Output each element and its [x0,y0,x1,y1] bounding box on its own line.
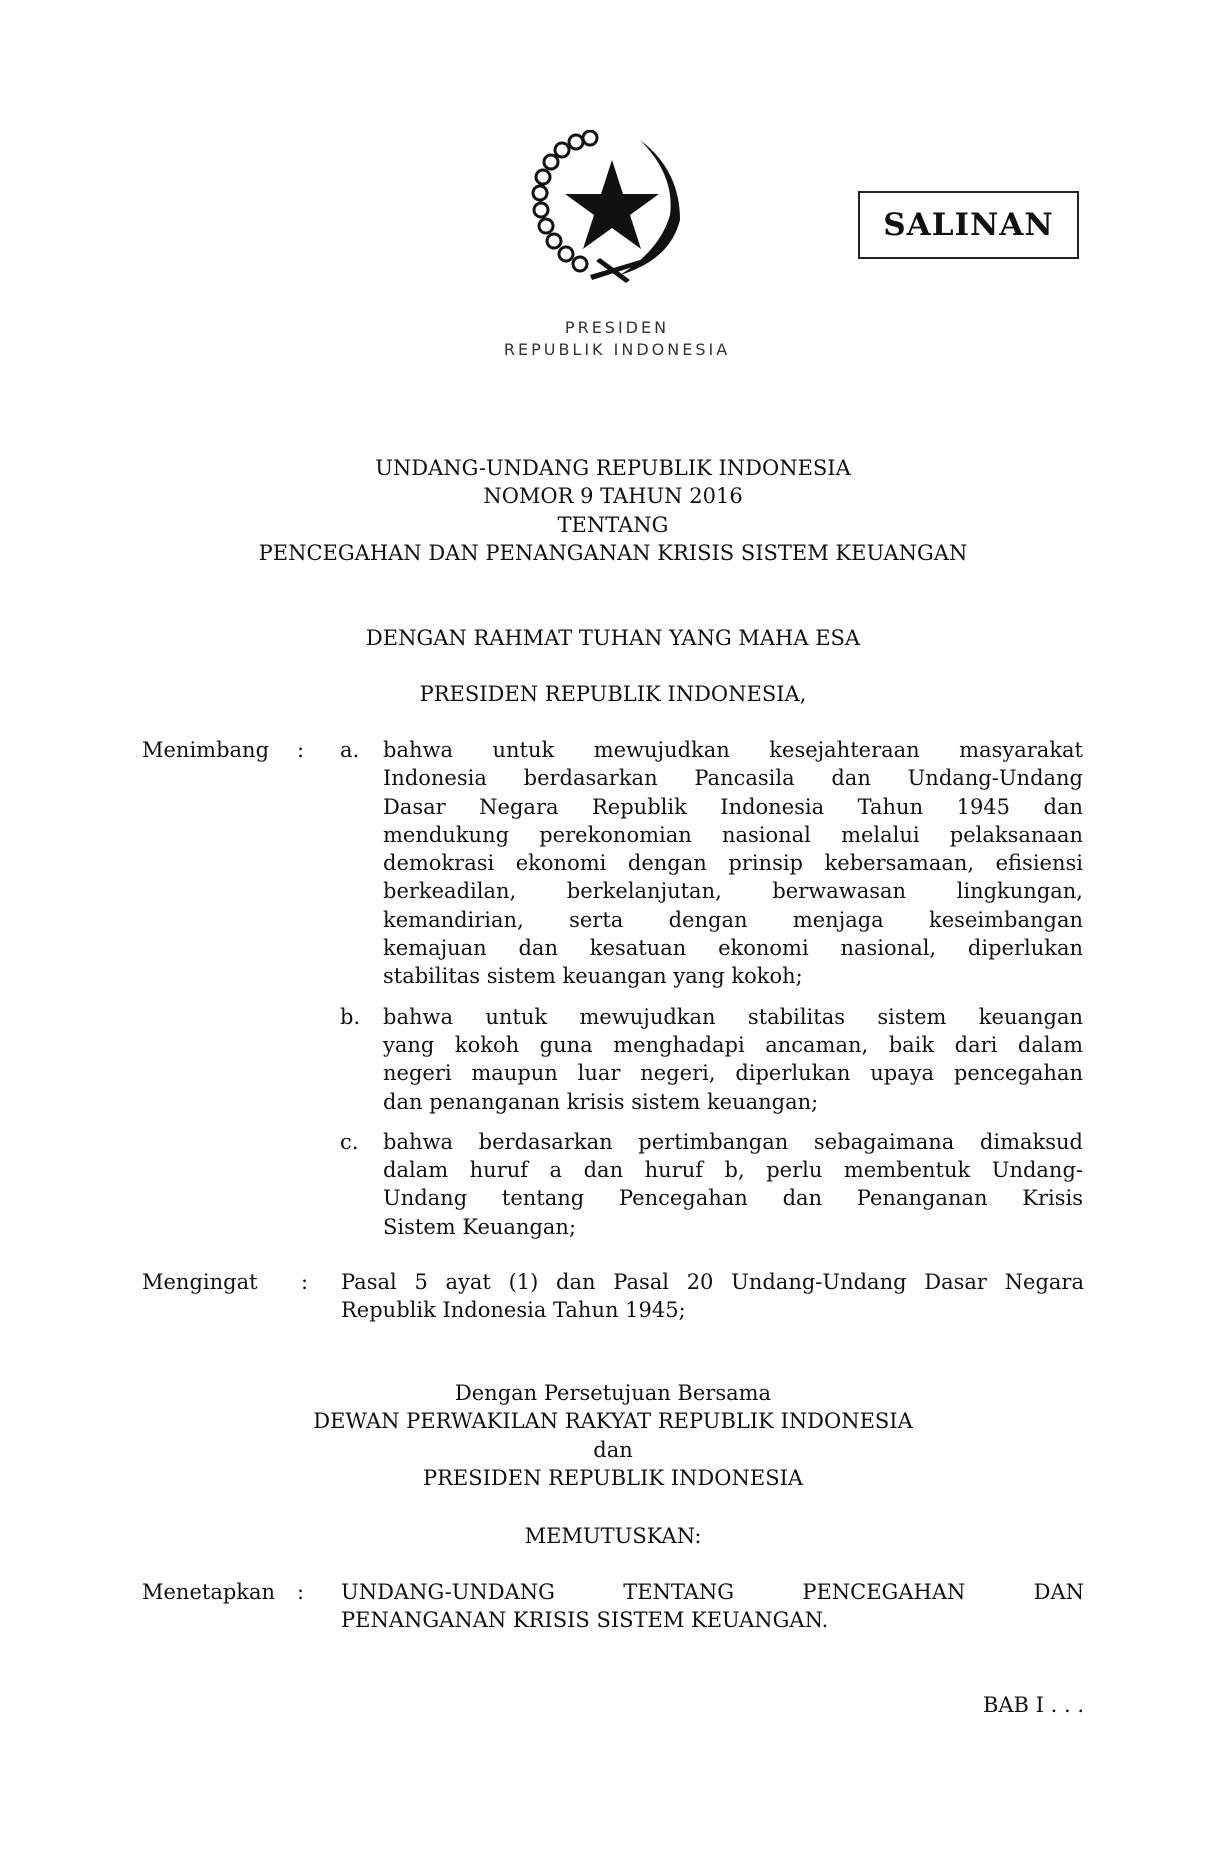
menimbang-list [340,736,1084,1241]
item-line: berkeadilan, berkelanjutan, berwawasan lingkungan, [383,879,1083,904]
menimbang-item [340,1128,1084,1241]
menimbang-item [340,1003,1084,1116]
item-line: dalam huruf a dan huruf b, perlu membentuk Undang- [383,1158,1083,1183]
mengingat-line: Pasal 5 ayat (1) dan Pasal 20 Undang-Undang Dasar Negara [341,1270,1084,1294]
item-line: bahwa berdasarkan pertimbangan sebagaimana dimaksud [383,1129,1083,1154]
menetapkan-label: Menetapkan [142,1580,276,1604]
menetapkan-colon: : [297,1580,305,1604]
approval-line: PRESIDEN REPUBLIK INDONESIA [422,1465,804,1490]
item-marker: c. [340,1129,359,1154]
item-line: yang kokoh guna menghadapi ancaman, baik dari dalam [383,1032,1083,1057]
item-line: kemandirian, serta dengan menjaga keseimbangan [383,907,1083,932]
menimbang-colon: : [297,738,305,762]
menimbang-label: Menimbang [142,738,270,762]
presidential-emblem-icon [530,130,696,286]
next-page-indicator: BAB I . . . [982,1693,1084,1717]
item-text [383,1128,1083,1241]
item-line: mendukung perekonomian nasional melalui pelaksanaan [383,822,1083,847]
item-marker: b. [340,1004,361,1029]
item-line: dan penanganan krisis sistem keuangan; [383,1089,819,1114]
item-line: stabilitas sistem keuangan yang kokoh; [383,964,803,989]
item-line: Undang tentang Pencegahan dan Penanganan Krisis [383,1186,1083,1211]
menimbang-item [340,736,1084,991]
item-line: Dasar Negara Republik Indonesia Tahun 1945 dan [383,794,1083,819]
emblem-caption-line2: REPUBLIK INDONESIA [503,340,731,359]
item-text [383,1003,1083,1116]
mengingat-line: Republik Indonesia Tahun 1945; [341,1298,686,1323]
decision-heading: MEMUTUSKAN: [524,1524,702,1548]
menetapkan-line: UNDANG-UNDANG TENTANG PENCEGAHAN DAN [341,1580,1084,1604]
title-line: NOMOR 9 TAHUN 2016 [483,484,743,509]
title-line: TENTANG [557,512,669,537]
mengingat-label: Mengingat [142,1270,258,1294]
menetapkan-line: PENANGANAN KRISIS SISTEM KEUANGAN. [341,1608,829,1633]
blessing: DENGAN RAHMAT TUHAN YANG MAHA ESA [365,626,861,650]
item-line: bahwa untuk mewujudkan kesejahteraan masyarakat [383,738,1083,762]
item-line: Sistem Keuangan; [383,1214,577,1239]
president-heading: PRESIDEN REPUBLIK INDONESIA, [419,682,807,706]
approval-line: DEWAN PERWAKILAN RAKYAT REPUBLIK INDONESIA [313,1409,913,1434]
mengingat-text [341,1268,1084,1325]
salinan-stamp: SALINAN [858,191,1079,259]
approval-block [0,1379,1224,1492]
document-title [0,454,1224,567]
mengingat-colon: : [301,1270,309,1294]
item-line: demokrasi ekonomi dengan prinsip kebersamaan, efisiensi [383,851,1083,876]
item-text [383,736,1083,991]
approval-line: dan [593,1437,633,1462]
item-marker: a. [340,738,360,762]
title-line: UNDANG-UNDANG REPUBLIK INDONESIA [375,456,851,480]
approval-line: Dengan Persetujuan Bersama [454,1381,772,1405]
item-line: kemajuan dan kesatuan ekonomi nasional, diperlukan [383,936,1083,961]
item-line: bahwa untuk mewujudkan stabilitas sistem keuangan [383,1004,1083,1029]
item-line: Indonesia berdasarkan Pancasila dan Undang-Undang [383,766,1083,791]
emblem-caption-line1: PRESIDEN [564,318,670,337]
item-line: negeri maupun luar negeri, diperlukan upaya pencegahan [383,1061,1083,1086]
title-line: PENCEGAHAN DAN PENANGANAN KRISIS SISTEM KEUANGAN [258,540,968,565]
menetapkan-text [341,1578,1084,1635]
